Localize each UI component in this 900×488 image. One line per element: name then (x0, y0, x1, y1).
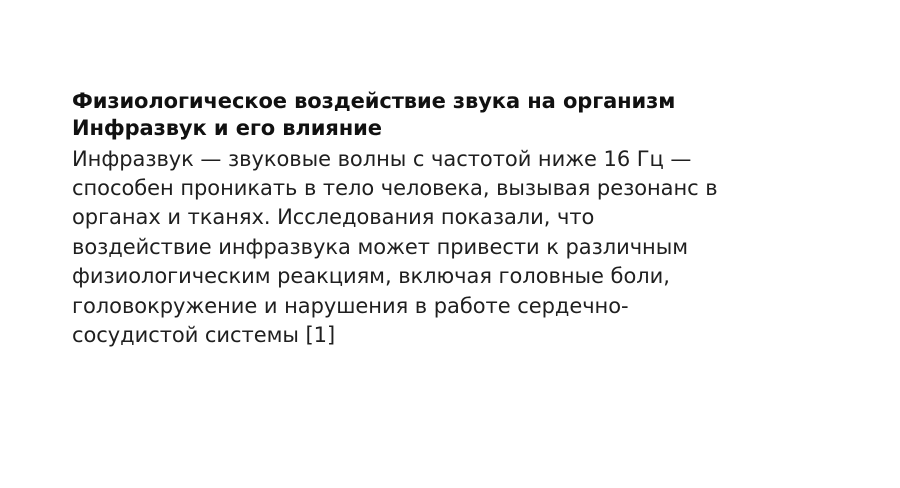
text-content-block (72, 88, 732, 350)
section-subtitle: Инфразвук и его влияние (72, 116, 382, 141)
body-paragraph: Инфразвук — звуковые волны с частотой ниже 16 Гц — способен проникать в тело человека, вызывая резонанс в органах и тканях. Исследования показали, что воздействие инфразвука может привести к различным физиологическим реакциям, включая головные боли, головокружение и нарушения в работе сердечно-сосудистой системы [1] (72, 146, 725, 347)
page-title: Физиологическое воздействие звука на организм (72, 89, 676, 113)
